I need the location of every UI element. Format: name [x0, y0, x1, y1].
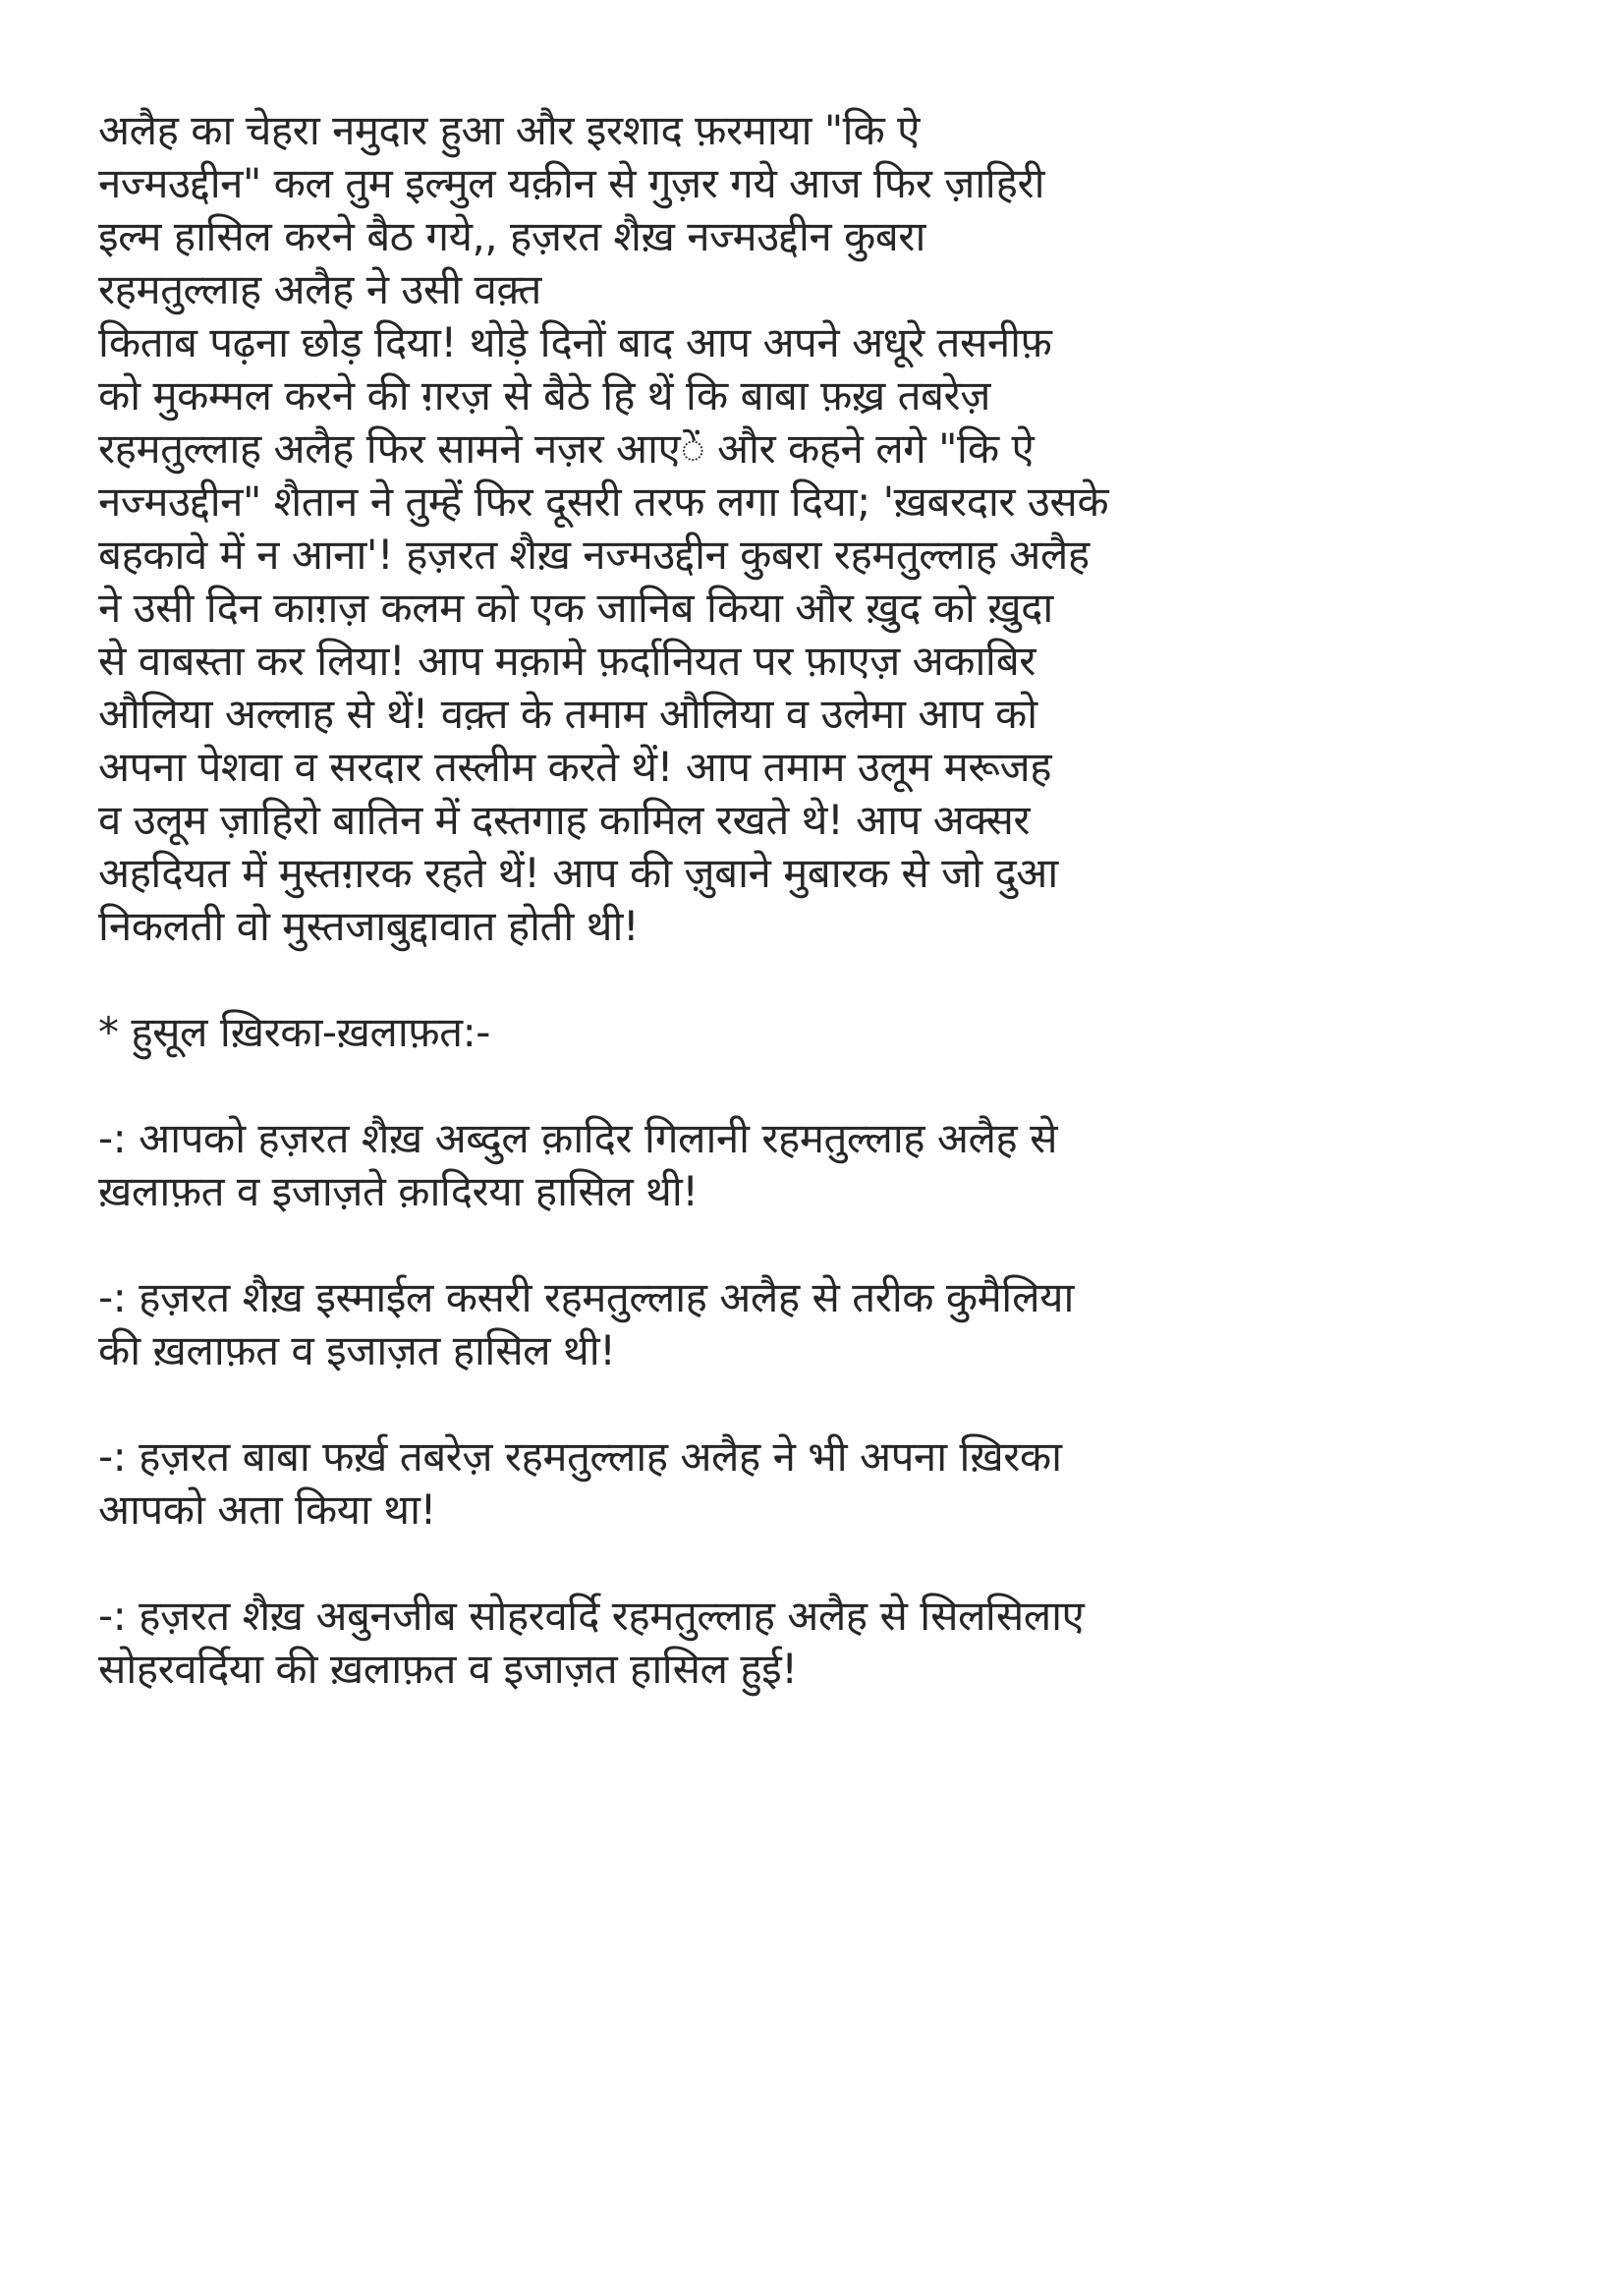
document-page	[98, 104, 1552, 1696]
text-line: रहमतुल्लाह अलैह ने उसी वक़्त	[98, 265, 541, 313]
text-line: रहमतुल्लाह अलैह फिर सामने नज़र आएें और कहने लगे "कि ऐ	[98, 424, 1035, 473]
text-line: ने उसी दिन काग़ज़ कलम को एक जानिब किया और ख़ुद को ख़ुदा	[98, 584, 1053, 632]
text-line: नज्मउद्दीन" कल तुम इल्मुल यक़ीन से गुज़र गये आज फिर ज़ाहिरी	[98, 159, 1045, 207]
text-line: सोहरवर्दिया की ख़लाफ़त व इजाज़त हासिल हुई!	[98, 1645, 798, 1693]
text-line: ख़लाफ़त व इजाज़ते क़ादिरया हासिल थी!	[98, 1167, 699, 1215]
spacer	[98, 1059, 1552, 1112]
spacer	[98, 1377, 1552, 1430]
spacer	[98, 1537, 1552, 1590]
body-paragraph	[98, 104, 1552, 953]
list-item	[98, 1590, 1552, 1696]
spacer	[98, 953, 1552, 1006]
text-line: अपना पेशवा व सरदार तस्लीम करते थें! आप तमाम उलूम मरूजह	[98, 743, 1052, 791]
text-line: -: हज़रत शैख़ इस्माईल कसरी रहमतुल्लाह अलैह से तरीक कुमैलिया	[98, 1273, 1074, 1321]
text-line: औलिया अल्लाह से थें! वक़्त के तमाम औलिया व उलेमा आप को	[98, 690, 1037, 738]
text-line: इल्म हासिल करने बैठ गये,, हज़रत शैख़ नज्मउद्दीन कुबरा	[98, 212, 925, 260]
text-line: से वाबस्ता कर लिया! आप मक़ामे फ़र्दानियत पर फ़ाएज़ अकाबिर	[98, 637, 1036, 685]
section-heading: * हुसूल ख़िरका-ख़लाफ़त:-	[98, 1008, 490, 1056]
text-line: अहदियत में मुस्तग़रक रहते थें! आप की ज़ुबाने मुबारक से जो दुआ	[98, 849, 1058, 897]
text-line: को मुकम्मल करने की ग़रज़ से बैठे हि थें कि बाबा फ़ख़्र तबरेज़	[98, 371, 990, 420]
text-line: किताब पढ़ना छोड़ दिया! थोड़े दिनों बाद आप अपने अधूरे तसनीफ़	[98, 318, 1052, 366]
text-line: आपको अता किया था!	[98, 1485, 436, 1534]
text-line: बहकावे में न आना'! हज़रत शैख़ नज्मउद्दीन कुबरा रहमतुल्लाह अलैह	[98, 531, 1090, 579]
text-line: व उलूम ज़ाहिरो बातिन में दस्तगाह कामिल रखते थे! आप अक्सर	[98, 796, 1031, 844]
spacer	[98, 1218, 1552, 1271]
text-line: -: हज़रत बाबा फर्ख़ तबरेज़ रहमतुल्लाह अलैह ने भी अपना ख़िरका	[98, 1432, 1062, 1481]
text-line: -: आपको हज़रत शैख़ अब्दुल क़ादिर गिलानी रहमतुल्लाह अलैह से	[98, 1114, 1057, 1162]
text-line: निकलती वो मुस्तजाबुद्दावात होती थी!	[98, 902, 640, 950]
list-item	[98, 1112, 1552, 1218]
list-item	[98, 1271, 1552, 1377]
text-line: की ख़लाफ़त व इजाज़त हासिल थी!	[98, 1326, 616, 1374]
text-line: -: हज़रत शैख़ अबुनजीब सोहरवर्दि रहमतुल्लाह अलैह से सिलसिलाए	[98, 1592, 1085, 1640]
text-line: नज्मउद्दीन" शैतान ने तुम्हें फिर दूसरी तरफ लगा दिया; 'ख़बरदार उसके	[98, 477, 1109, 526]
text-line: अलैह का चेहरा नमुदार हुआ और इरशाद फ़रमाया "कि ऐ	[98, 106, 920, 154]
list-item	[98, 1430, 1552, 1537]
